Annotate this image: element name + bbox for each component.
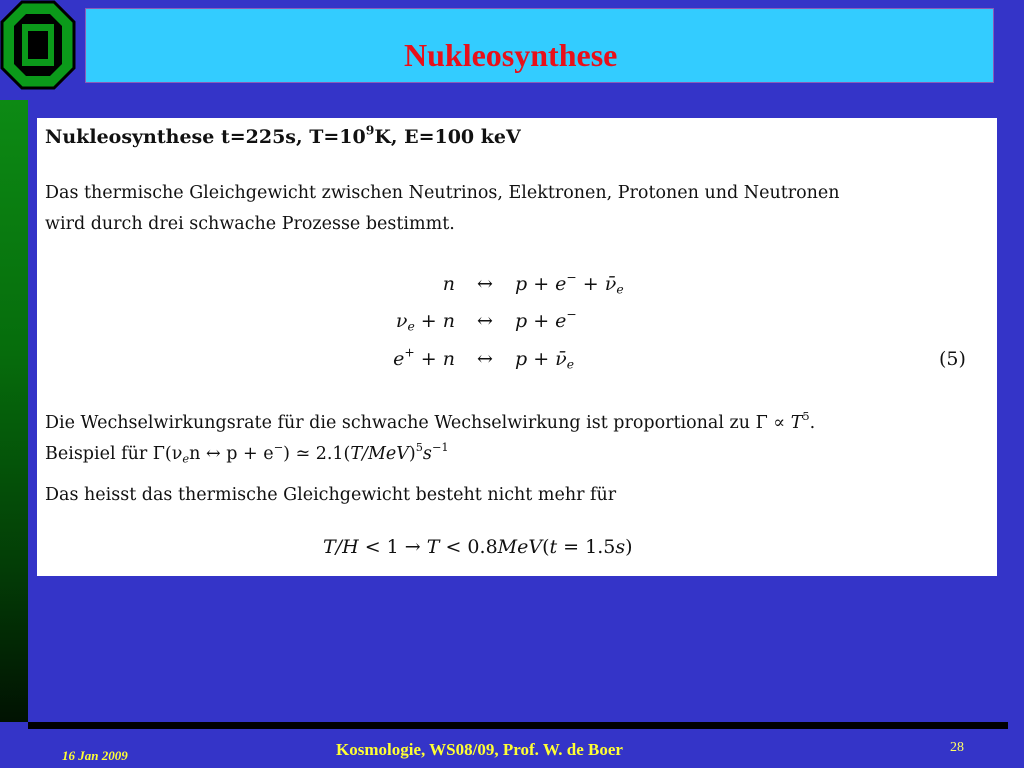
eq2-arrow: ↔ — [477, 310, 493, 332]
footer-page-number: 28 — [950, 740, 964, 755]
eq3-arrow: ↔ — [477, 348, 493, 370]
footer-date: 16 Jan 2009 — [62, 748, 128, 763]
equation-number: (5) — [939, 348, 966, 370]
eq2-left: $\nu_e + n$ — [395, 310, 455, 334]
eq1-left: n — [442, 273, 455, 295]
final-equation: T/H < 1 → T < 0.8MeV(t = 1.5s) — [323, 536, 633, 558]
slide-title: Nukleosynthese — [404, 37, 618, 73]
eq1-right: $p + e^- + \nū_e$ — [515, 270, 624, 297]
left-decorative-bar — [0, 100, 28, 722]
paragraph-intro: Das thermische Gleichgewicht zwischen Neutrinos, Elektronen, Protonen und Neutronen wird durch drei schwache Prozesse bestimmt. — [45, 183, 840, 234]
university-logo — [0, 0, 76, 90]
eq3-right: $p + \nū_e$ — [515, 348, 575, 372]
paragraph-conclusion: Das heisst das thermische Gleichgewicht besteht nicht mehr für — [45, 485, 617, 505]
title-box — [85, 8, 994, 83]
content-heading: Nukleosynthese t=225s, $T=10^9K$, E=100 keV — [45, 122, 521, 148]
footer-course: Kosmologie, WS08/09, Prof. W. de Boer — [336, 740, 623, 759]
eq2-right: p + e− — [515, 307, 577, 332]
eq3-left: e+ + n — [393, 345, 455, 370]
footer-divider — [28, 722, 1008, 729]
content-panel — [37, 118, 997, 576]
eq1-arrow: ↔ — [477, 273, 493, 295]
paragraph-rate: Die Wechselwirkungsrate für die schwache Wechselwirkung ist proportional zu $\Gamma \propto T^5$. Beispiel für $\Gamma(\nu_en$ ↔ p + e−) ≃ $2.1(T/MeV)^5s^{-1}$ — [45, 409, 816, 466]
